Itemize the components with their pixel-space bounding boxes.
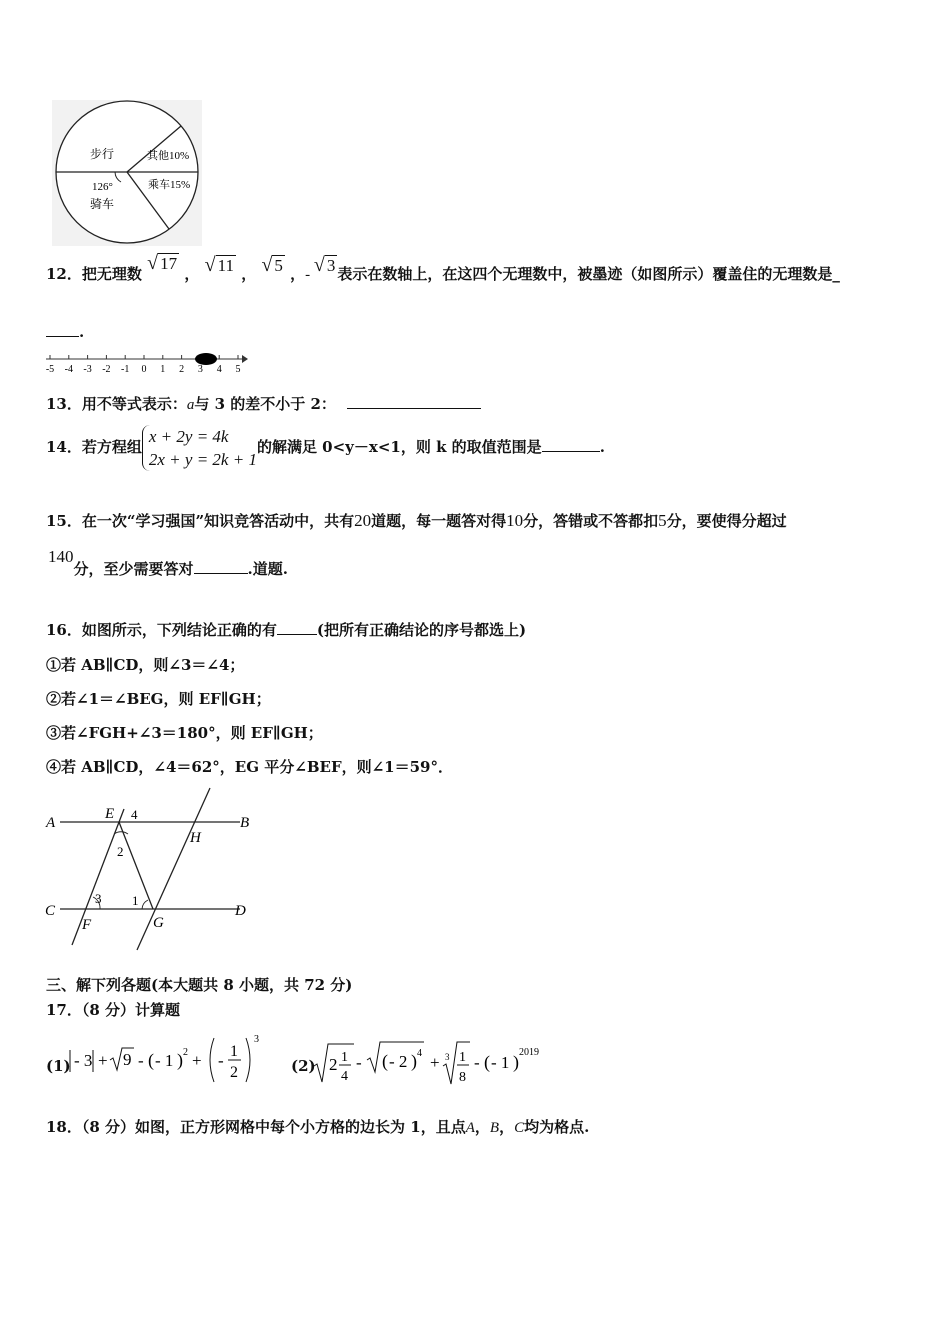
question-17: 17．（8 分）计算题 [46,1001,181,1019]
answer-blank-15[interactable] [194,559,248,574]
svg-text:2: 2 [329,1055,338,1074]
label-c: C [45,903,56,919]
svg-text:4: 4 [417,1048,422,1059]
line-gh [137,788,210,950]
question-13: 13．用不等式表示：a与 3 的差不小于 2： [46,393,481,414]
question-15-line2: 140分，至少需要答对 .道题. [48,547,288,578]
svg-text:8: 8 [459,1070,466,1085]
svg-text:- 1: - 1 [491,1053,510,1072]
svg-text:): ) [177,1050,183,1070]
q16-item-2: ②若∠1＝∠BEG，则 EF∥GH； [46,690,271,708]
svg-text:): ) [411,1051,417,1071]
svg-text:4: 4 [341,1069,348,1084]
label-f: F [82,917,92,933]
section-3-title: 三、解下列各题(本大题共 8 小题，共 72 分) [46,976,353,994]
q16-item-3: ③若∠FGH+∠3＝180°，则 EF∥GH； [46,724,323,742]
tick-label: -1 [121,364,130,375]
tick-label: -5 [45,364,55,375]
number-line [40,350,250,376]
figure-16 [40,785,260,955]
label-b: B [240,815,250,831]
answer-blank-16[interactable] [277,620,317,635]
question-16: 16．如图所示，下列结论正确的有 (把所有正确结论的序号都选上) [46,621,527,639]
angle-label-2: 2 [117,844,124,859]
question-14: 14．若方程组x + 2y = 4k 2x + y = 2k + 1的解满足 0<y－x<1，则 k 的取值范围是 . [46,427,605,469]
label-d: D [235,903,246,919]
question-12-answer-line: . [46,322,84,341]
answer-blank-14[interactable] [542,437,600,452]
q16-item-1: ①若 AB∥CD，则∠3＝∠4； [46,656,245,674]
answer-blank-13[interactable] [347,394,481,409]
svg-text:1: 1 [230,1043,238,1060]
tick-label: 5 [235,364,241,375]
question-18: 18．（8 分）如图，正方形网格中每个小方格的边长为 1，且点A，B，C均为格点. [46,1118,590,1136]
label-a: A [46,815,56,831]
svg-text:1: 1 [459,1050,466,1065]
svg-text:3: 3 [254,1034,259,1045]
tick-label: -4 [64,364,73,375]
tick-label: 3 [197,364,203,375]
pie-label-walk: 步行 [90,147,115,161]
tick-label: 0 [141,364,147,375]
pie-label-bike: 骑车 [90,197,115,211]
svg-text:- 2: - 2 [389,1052,408,1071]
svg-text:-: - [218,1051,224,1070]
tick-label: 2 [179,364,185,375]
tick-label: -3 [83,364,92,375]
sqrt-3: √ 3 [313,254,336,276]
svg-text:2: 2 [230,1064,238,1081]
svg-text:1: 1 [341,1050,348,1065]
svg-text:-: - [138,1051,144,1070]
svg-text:- 3: - 3 [74,1051,93,1070]
svg-text:+: + [192,1051,202,1070]
svg-text:2: 2 [183,1047,188,1058]
question-15: 15．在一次“学习强国”知识竞答活动中，共有20道题，每一题答对得10分，答错或不答都扣5分，要使得分超过 [46,511,787,530]
tick-label: -2 [102,364,111,375]
q17-expression-2 [312,1030,562,1088]
equation-system: x + 2y = 4k 2x + y = 2k + 1 [142,425,257,471]
angle-label-1: 1 [132,893,139,908]
answer-blank-12[interactable] [46,322,79,337]
pie-chart [52,100,202,246]
svg-text:(: ( [148,1050,154,1070]
tick-label: 1 [160,364,166,375]
tick-label: 4 [216,364,222,375]
angle-label-3: 3 [95,891,102,906]
q17-part1-label: (1) [46,1057,71,1075]
sqrt-11: √ 11 [204,254,234,276]
svg-text:2019: 2019 [519,1047,539,1058]
q17-part2-label: (2) [291,1057,316,1075]
q16-item-4: ④若 AB∥CD，∠4＝62°，EG 平分∠BEF，则∠1＝59°． [46,758,453,776]
svg-text:3: 3 [445,1052,450,1062]
pie-label-other: 其他10% [147,150,190,162]
svg-text:(: ( [382,1051,388,1071]
pie-label-bus: 乘车15% [148,179,191,191]
svg-text:-: - [356,1053,362,1072]
label-h: H [190,830,201,846]
svg-text:): ) [513,1052,519,1072]
svg-text:9: 9 [123,1050,132,1069]
q17-expression-1 [66,1030,276,1088]
line-ef [72,809,124,945]
question-12: 12．把无理数 √ 17 ， √ 11 ， √ 5 ，- √ 3 表示在数轴上，在这四个无理数中，被墨迹（如图所示）覆盖住的无理数是_ [46,252,840,283]
ink-blot [195,353,217,365]
svg-text:(: ( [484,1052,490,1072]
svg-text:-: - [474,1053,480,1072]
svg-text:- 1: - 1 [155,1051,174,1070]
pie-label-angle: 126° [92,181,113,193]
label-g: G [153,915,164,931]
sqrt-5: √ 5 [261,254,283,276]
angle-label-4: 4 [131,807,138,822]
label-e: E [105,806,115,822]
svg-text:+: + [430,1053,440,1072]
svg-text:+: + [98,1051,108,1070]
sqrt-17: √ 17 [147,252,178,274]
